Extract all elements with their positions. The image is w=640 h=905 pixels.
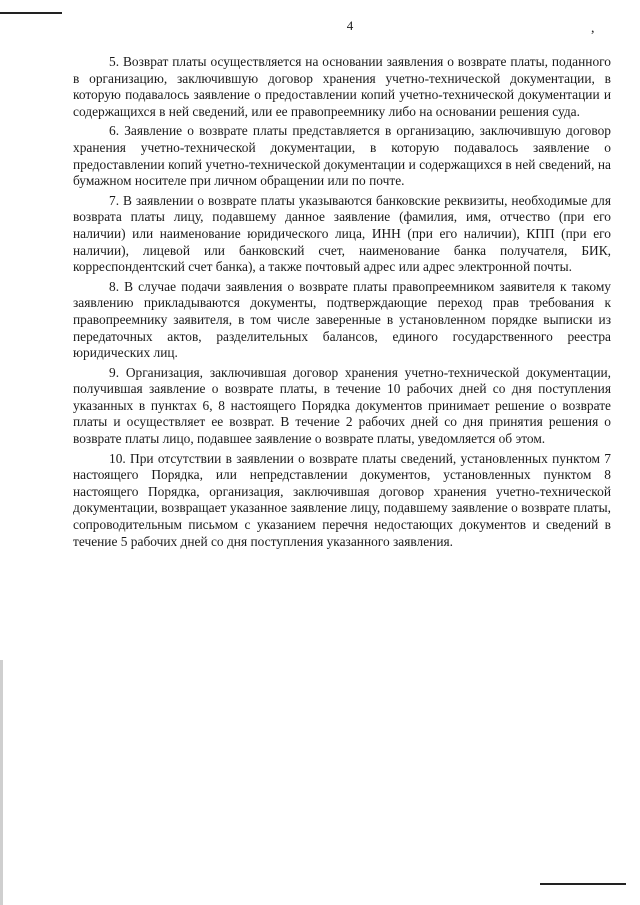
scan-edge-mark-top (0, 12, 62, 14)
document-body (73, 54, 611, 553)
page-number: 4 (346, 18, 354, 33)
scan-edge-mark-bottom (540, 883, 626, 885)
paragraph-10: 10. При отсутствии в заявлении о возврате платы сведений, установленных пунктом 7 настоящего Порядка, или непредставлении документов, установленных пунктом 8 настоящего Порядка, организация, заключившая договор хранения учетно-технической документации, возвращает указанное заявление лицу, подавшему заявление о возврате платы, сопроводительным письмом с указанием перечня недостающих документов и сведений в течение 5 рабочих дней со дня поступления указанного заявления. (73, 450, 611, 549)
paragraph-6: 6. Заявление о возврате платы представляется в организацию, заключившую договор хранения учетно-технической документации, в которую подавалось заявление о предоставлении копий учетно-технической документации и содержащихся в ней сведений, на бумажном носителе при личном обращении или по почте. (73, 123, 611, 189)
paragraph-8: 8. В случае подачи заявления о возврате платы правопреемником заявителя к такому заявлению прикладываются документы, подтверждающие переход прав требования к правопреемнику заявителя, в том числе заверенные в установленном порядке выписки из передаточных актов, разделительных балансов, единого государственного реестра юридических лиц. (73, 278, 611, 361)
scan-edge-mark-left (0, 660, 3, 905)
paragraph-5: 5. Возврат платы осуществляется на основании заявления о возврате платы, поданного в организацию, заключившую договор хранения учетно-технической документации, в которую подавалось заявление о предоставлении копий учетно-технической документации и содержащихся в ней сведений, или ее правопреемнику либо на основании решения суда. (73, 54, 611, 119)
paragraph-7: 7. В заявлении о возврате платы указываются банковские реквизиты, необходимые для возврата платы лицу, подавшему данное заявление (фамилия, имя, отчество (при его наличии) или наименование юридического лица, ИНН (при его наличии), КПП (при его наличии), лицевой или банковский счет, наименование банка получателя, БИК, корреспондентский счет банка), а также почтовый адрес или адрес электронной почты. (73, 192, 611, 275)
paragraph-9: 9. Организация, заключившая договор хранения учетно-технической документации, получившая заявление о возврате платы, в течение 10 рабочих дней со дня поступления указанных в пунктах 6, 8 настоящего Порядка документов принимает решение о возврате платы и осуществляет ее возврат. В течение 2 рабочих дней со дня принятия решения о возврате платы лицо, подавшее заявление о возврате платы, уведомляется об этом. (73, 364, 611, 447)
scan-speck: , (591, 21, 595, 36)
